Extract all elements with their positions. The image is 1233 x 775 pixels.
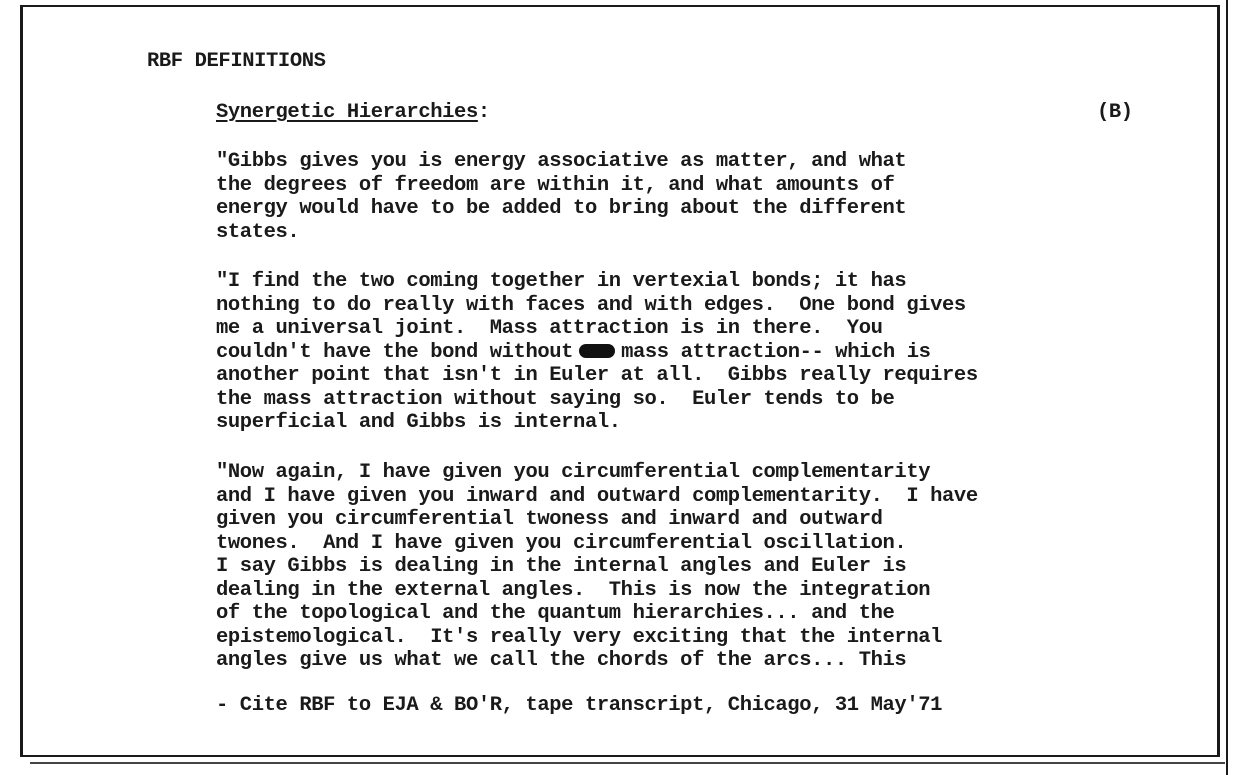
paragraph-line: and I have given you inward and outward complementarity. I have bbox=[216, 484, 978, 508]
paragraph-line: another point that isn't in Euler at all. Gibbs really requires bbox=[216, 364, 978, 387]
paragraph-1 bbox=[216, 150, 906, 244]
paragraph-line: angles give us what we call the chords of the arcs... This bbox=[216, 649, 907, 672]
paragraph-line: nothing to do really with faces and with edges. One bond gives bbox=[216, 293, 966, 317]
paragraph-line: superficial and Gibbs is internal. bbox=[216, 411, 621, 434]
paragraph-line: the mass attraction without saying so. Euler tends to be bbox=[216, 387, 895, 411]
subheading-colon: : bbox=[477, 101, 490, 124]
paragraph-line: given you circumferential twoness and inward and outward bbox=[216, 508, 883, 531]
paragraph-line: me a universal joint. Mass attraction is in there. You bbox=[216, 317, 883, 340]
paragraph-line: energy would have to be added to bring about the different bbox=[216, 197, 907, 220]
paragraph-line: twones. And I have given you circumferential oscillation. bbox=[216, 531, 907, 555]
paragraph-line bbox=[216, 341, 978, 365]
card-heading: RBF DEFINITIONS bbox=[147, 50, 326, 73]
line-segment: mass attraction-- which is bbox=[621, 340, 931, 364]
paragraph-line: of the topological and the quantum hierarchies... and the bbox=[216, 602, 895, 625]
paragraph-line: states. bbox=[216, 220, 300, 244]
paragraph-line: epistemological. It's really very exciting that the internal bbox=[216, 625, 943, 649]
subheading bbox=[216, 101, 490, 125]
paragraph-2 bbox=[216, 270, 978, 435]
subheading-title: Synergetic Hierarchies bbox=[216, 101, 478, 124]
bottom-rule bbox=[30, 762, 1225, 764]
right-edge-rule bbox=[1226, 0, 1228, 775]
section-marker: (B) bbox=[1097, 101, 1133, 124]
paragraph-line: the degrees of freedom are within it, and what amounts of bbox=[216, 173, 895, 197]
citation: - Cite RBF to EJA & BO'R, tape transcript, Chicago, 31 May'71 bbox=[216, 694, 943, 717]
paragraph-line: "Now again, I have given you circumferential complementarity bbox=[216, 461, 931, 484]
paragraph-line: I say Gibbs is dealing in the internal angles and Euler is bbox=[216, 555, 907, 578]
paragraph-line: "Gibbs gives you is energy associative as matter, and what bbox=[216, 150, 907, 173]
paragraph-line: dealing in the external angles. This is now the integration bbox=[216, 578, 931, 602]
line-segment: couldn't have the bond without bbox=[216, 340, 574, 364]
redaction-mark bbox=[579, 344, 615, 358]
paragraph-3 bbox=[216, 461, 978, 673]
paragraph-line: "I find the two coming together in vertexial bonds; it has bbox=[216, 270, 907, 293]
